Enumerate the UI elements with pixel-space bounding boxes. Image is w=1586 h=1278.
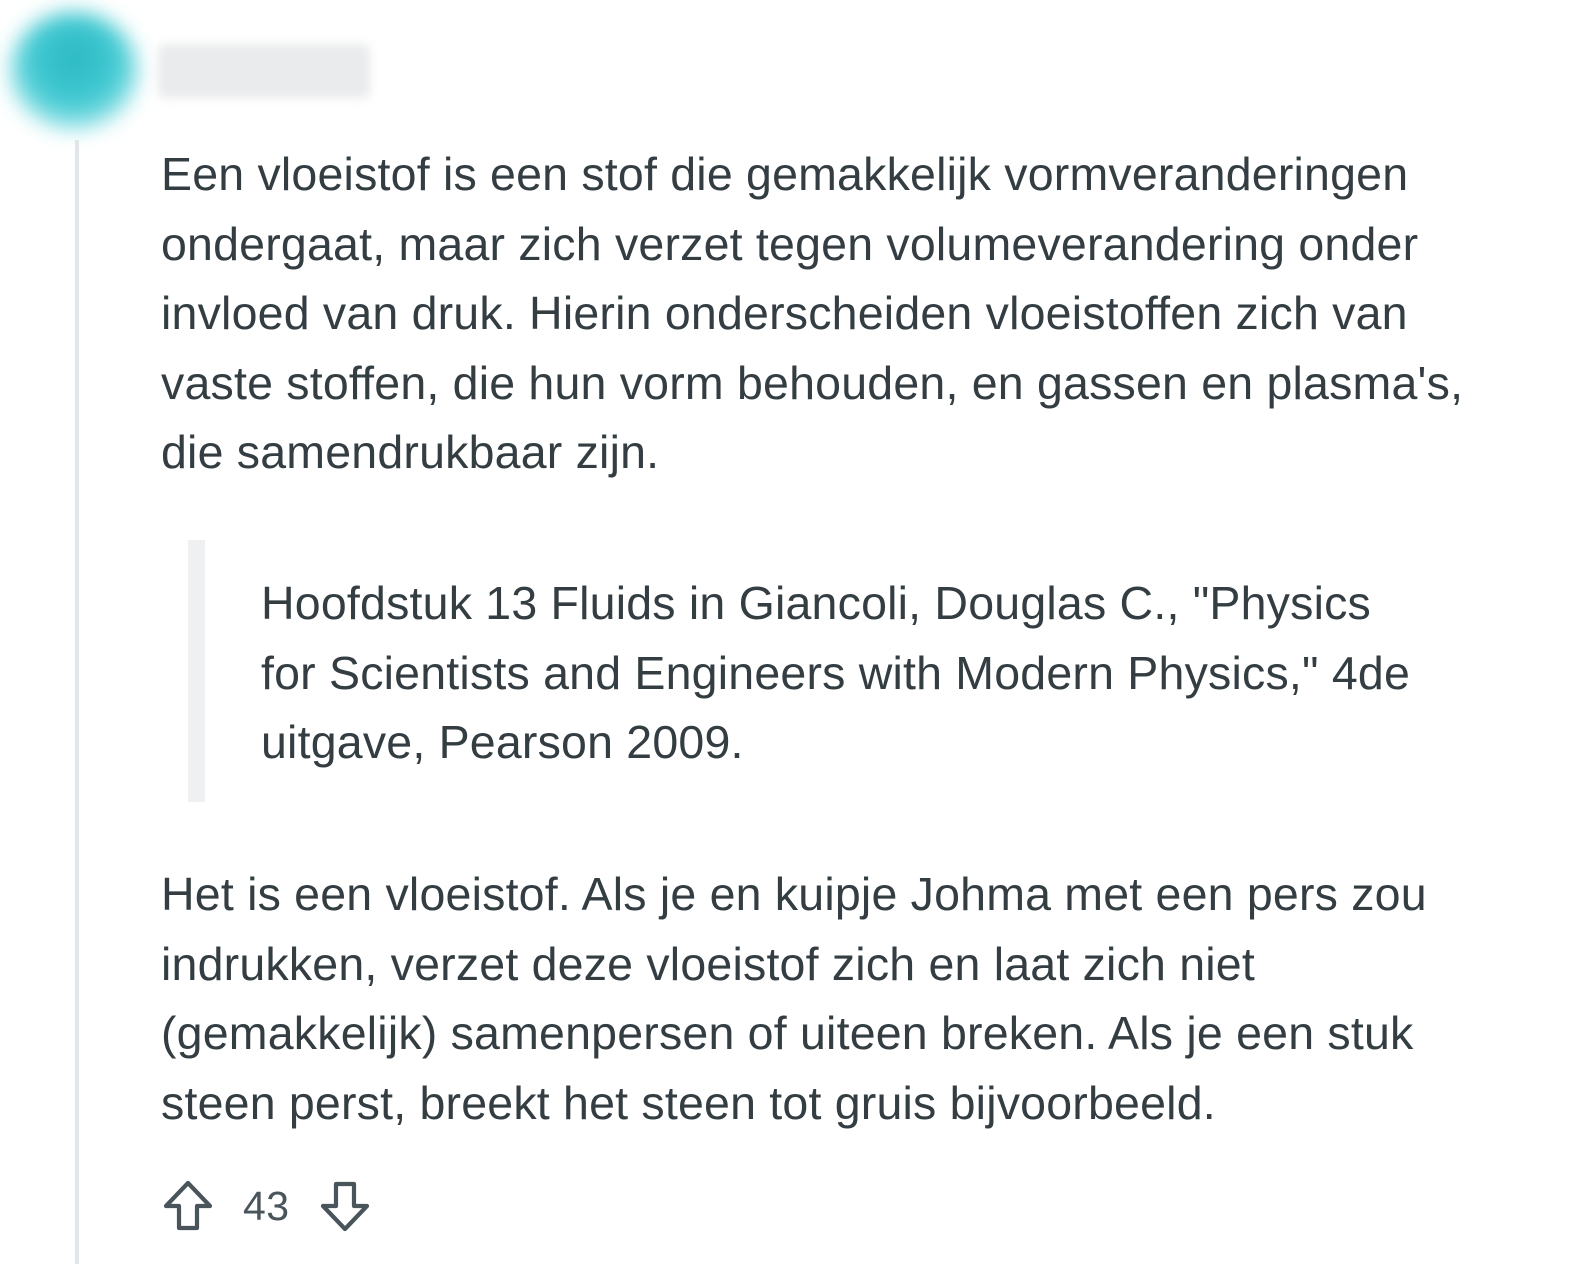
comment-paragraph-1: Een vloeistof is een stof die gemakkelijk vormveranderingen ondergaat, maar zich verzet tegen volumeverandering onder invloed van druk. Hierin onderscheiden vloeistoffen zich van vaste stoffen, die hun vorm behouden, en gassen en plasma's, die samendrukbaar zijn.: [161, 148, 1464, 478]
thread-line[interactable]: [75, 140, 79, 1264]
arrow-down-outline-icon: [320, 1180, 370, 1232]
username-text: [158, 44, 247, 66]
blockquote: [188, 540, 1508, 802]
vote-actions: [161, 1176, 372, 1236]
downvote-button[interactable]: [318, 1177, 372, 1235]
vote-score: 43: [243, 1182, 290, 1229]
blockquote-text: Hoofdstuk 13 Fluids in Giancoli, Douglas C., "Physics for Scientists and Engineers with Modern Physics," 4de uitgave, Pearson 2009.: [261, 577, 1411, 768]
blockquote-bar: [188, 540, 205, 802]
arrow-up-outline-icon: [163, 1180, 213, 1232]
avatar[interactable]: [10, 12, 138, 130]
comment-paragraph-2: Het is een vloeistof. Als je en kuipje Johma met een pers zou indrukken, verzet deze vloeistof zich en laat zich niet (gemakkelijk) samenpersen of uiteen breken. Als je een stuk steen perst, breekt het steen tot gruis bijvoorbeeld.: [161, 868, 1427, 1129]
username-blurred[interactable]: [158, 44, 370, 98]
upvote-button[interactable]: [161, 1177, 215, 1235]
